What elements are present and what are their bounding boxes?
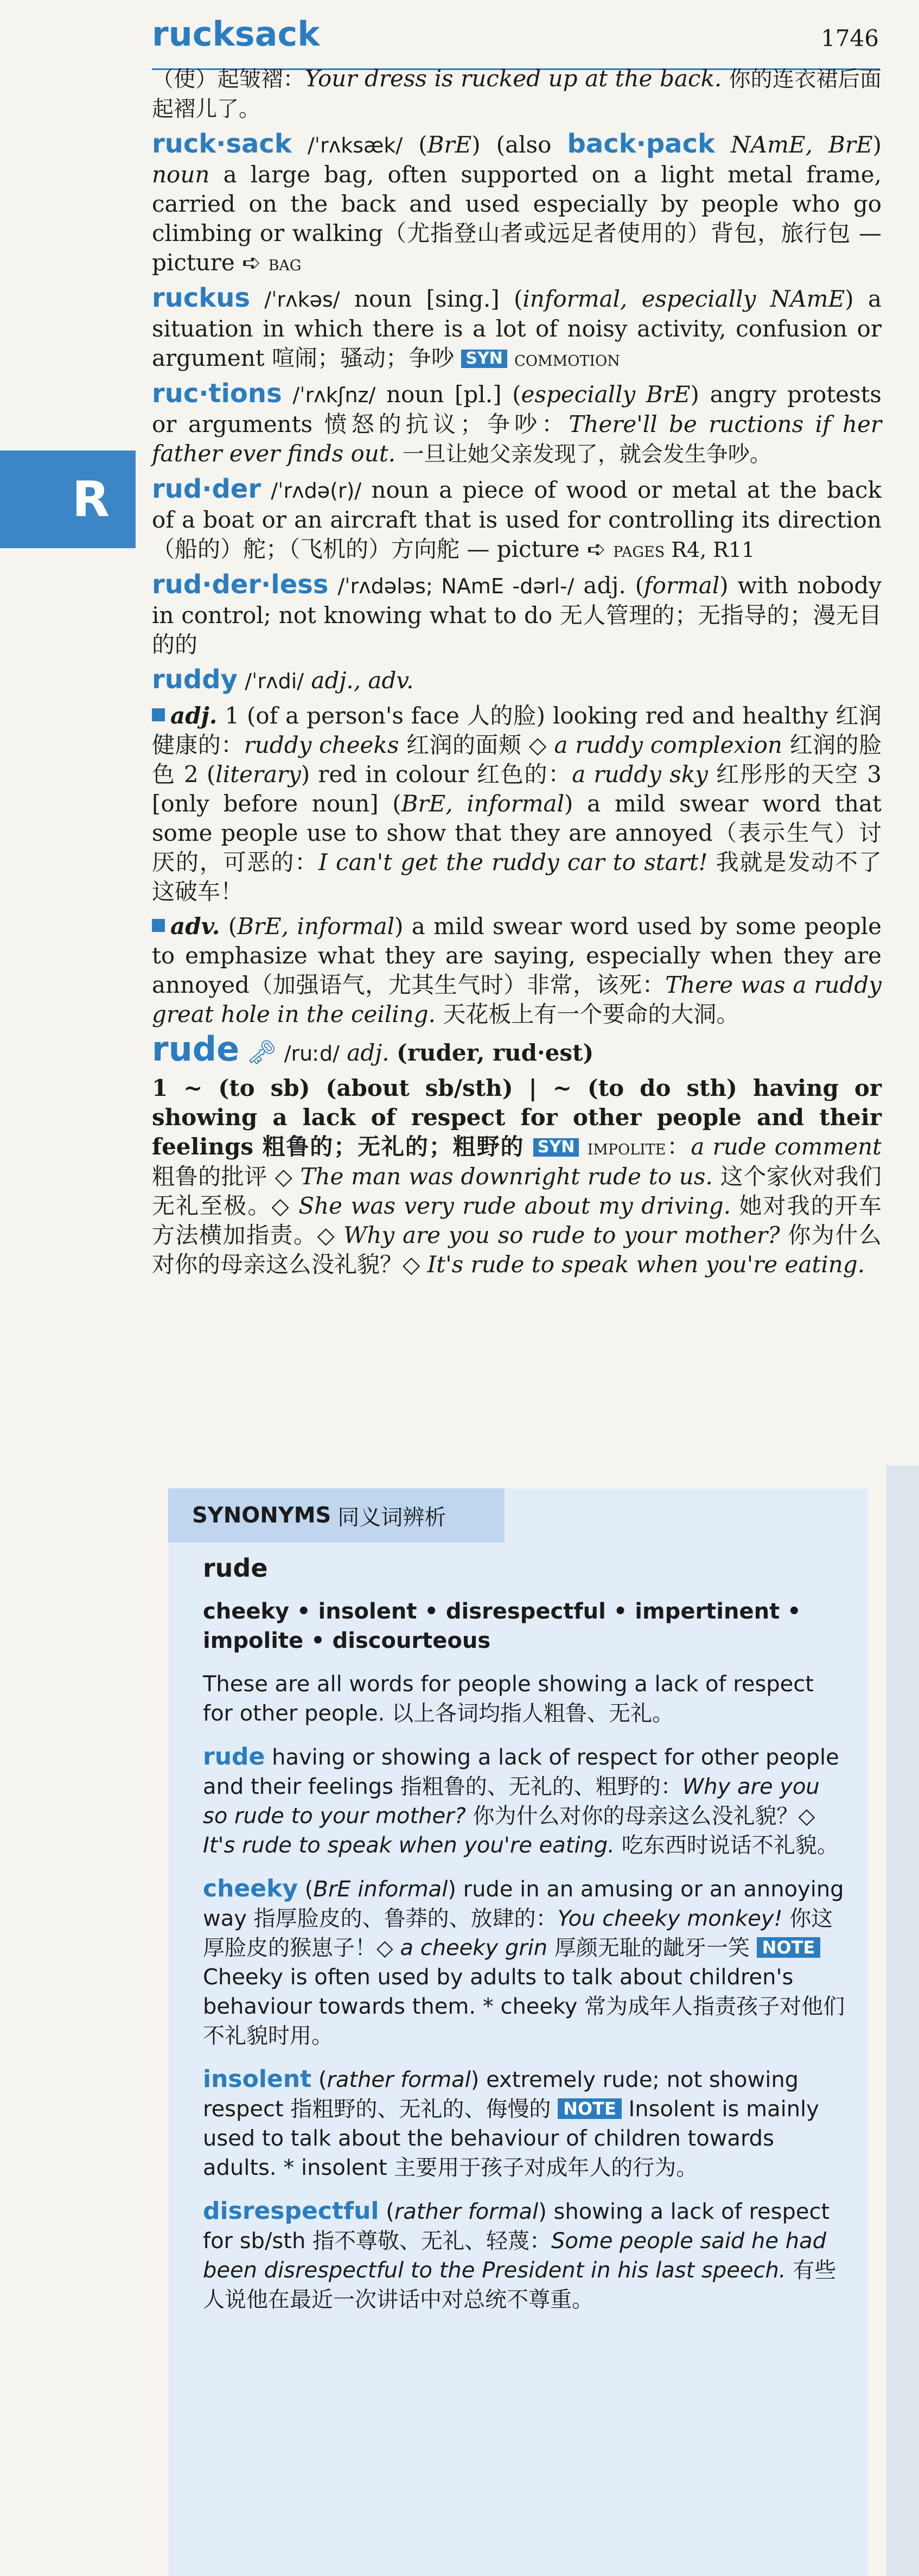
headword[interactable]: rud·der·less — [152, 569, 329, 600]
synonym-cheeky: cheeky (BrE informal) rude in an amusing or an annoying way 指厚脸皮的、鲁莽的、放肆的：You cheeky monkey! 你这厚脸皮的猴崽子！◇ a cheeky grin 厚颜无耻的龇牙一笑 NOTE Cheeky is often used by adults to talk about children's behaviour towards them. * cheeky 常为成年人指责孩子对他们不礼貌时用。 — [203, 1875, 845, 2048]
cross-reference[interactable]: bag — [268, 251, 302, 275]
letter-thumb-tab[interactable] — [0, 451, 136, 548]
syn-badge: SYN — [461, 350, 507, 368]
example: There'll be ructions if her father ever finds out. — [152, 411, 882, 467]
headword[interactable]: ruck·sack — [152, 129, 292, 159]
entry-ruddy-adj-sense: adj. 1 (of a person's face 人的脸) looking red and healthy 红润健康的：ruddy cheeks 红润的面颊 ◇ a ruddy complexion 红润的脸色 2 (literary) red in colour 红色的：a ruddy sky 红彤彤的天空 3 [only before noun] (BrE, informal) a mild swear word that some people use to show that they are annoyed（表示生气）讨厌的，可恶的：I can't get the ruddy car to start! 我就是发动不了这破车！ — [152, 702, 882, 905]
example: Your dress is rucked up at the back. — [304, 65, 722, 92]
page-number: 1746 — [821, 25, 879, 52]
pronunciation: /ˈrʌkəs/ — [264, 288, 340, 312]
entry-ruckus: ruckus /ˈrʌkəs/ noun [sing.] (informal, especially NAmE) a situation in which there is a lot of noisy activity, confusion or argument 喧闹；骚动；争吵 SYN commotion — [152, 283, 882, 371]
synonym-word[interactable]: insolent — [203, 2065, 312, 2093]
synonym-rude: rude having or showing a lack of respect for other people and their feelings 指粗鲁的、无礼的、粗野的：Why are you so rude to your mother? 你为什么对你的母亲这么没礼貌？◇ It's rude to speak when you're eating. 吃东西时说话不礼貌。 — [203, 1743, 839, 1858]
definition: ) with nobody in control; not knowing what to do 无人管理的；无指导的；漫无目的的 — [152, 572, 882, 658]
sense-bullet-icon — [152, 919, 165, 932]
inflections: (ruder, rud·est) — [397, 1039, 594, 1066]
pronunciation: /ˈrʌksæk/ — [307, 134, 403, 157]
definition: ) angry protests or arguments 愤怒的抗议；争吵： — [152, 381, 882, 437]
syn-badge: SYN — [533, 1138, 579, 1157]
synonyms-box — [168, 1488, 868, 2576]
entry-rudder — [152, 474, 882, 564]
synonyms-word-list: cheeky • insolent • disrespectful • impertinent • impolite • discourteous — [203, 1599, 801, 1653]
page-header — [152, 14, 879, 68]
entry-rucked-continuation: （使）起皱褶：Your dress is rucked up at the back. 你的连衣裙后面起褶儿了。 — [152, 65, 882, 122]
cross-reference[interactable]: commotion — [514, 347, 620, 371]
synonyms-title-zh: 同义词辨析 — [337, 1505, 446, 1530]
note-badge: NOTE — [558, 2098, 622, 2119]
pronunciation: /ˈrʌdələs; NAmE -dərl-/ — [337, 574, 575, 598]
running-head: rucksack — [152, 14, 320, 54]
page-edge-strip — [886, 1465, 919, 2576]
headword[interactable]: ruckus — [152, 283, 250, 313]
synonyms-body — [203, 1553, 848, 2328]
entry-ruddy-adv-sense: adv. (BrE, informal) a mild swear word used by some people to emphasize what they are saying, especially when they are annoyed（加强语气，尤其生气时）非常，该死：There was a ruddy great hole in the ceiling. 天花板上有一个要命的大洞。 — [152, 913, 882, 1027]
part-of-speech: adj. — [347, 1039, 390, 1066]
note-badge: NOTE — [757, 1937, 821, 1958]
cross-reference[interactable]: impolite — [587, 1135, 666, 1159]
pronunciation: /ˈrʌdə(r)/ — [271, 479, 362, 503]
key-word-icon: 🗝 — [246, 1039, 277, 1067]
synonyms-heading: rude — [203, 1553, 268, 1583]
headword[interactable]: rude — [152, 1029, 240, 1069]
synonym-word[interactable]: cheeky — [203, 1875, 298, 1902]
pronunciation: /ˈrʌkʃnz/ — [292, 383, 376, 407]
headword[interactable]: rud·der — [152, 474, 261, 504]
entry-ruddy — [152, 665, 882, 696]
thumb-letter: R — [72, 471, 110, 528]
synonym-insolent: insolent (rather formal) extremely rude; not showing respect 指粗野的、无礼的、侮慢的 NOTE Insolent is mainly used to talk about the behaviour of children towards adults. * insolent 主要用于孩子对成年人的行为。 — [203, 2065, 819, 2180]
synonym-disrespectful: disrespectful (rather formal) showing a lack of respect for sb/sth 指不尊敬、无礼、轻蔑：Some people said he had been disrespectful to the President in his last speech. 有些人说他在最近一次讲话中对总统不尊重。 — [203, 2197, 837, 2312]
entry-rude — [152, 1029, 882, 1069]
headword[interactable]: ruddy — [152, 664, 238, 695]
entry-rucksack: ruck·sack /ˈrʌksæk/ (BrE) (also back·pack NAmE, BrE) noun a large bag, often supported on a light metal frame, carried on the back and used especially by people who go climbing or walking（尤指登山者或远足者使用的）背包，旅行包 — picture ➪ bag — [152, 129, 882, 276]
sense-bullet-icon — [152, 708, 165, 721]
synonym-word[interactable]: rude — [203, 1743, 265, 1771]
definition: ) a situation in which there is a lot of noisy activity, confusion or argument 喧闹；骚动；争吵 — [152, 285, 882, 371]
synonym-word[interactable]: disrespectful — [203, 2197, 379, 2225]
synonyms-intro: These are all words for people showing a lack of respect for other people. 以上各词均指人粗鲁、无礼。 — [203, 1672, 814, 1726]
pronunciation: /ˈrʌdi/ — [245, 669, 304, 693]
entry-rude-sense-1: 1 ~ (to sb) (about sb/sth) | ~ (to do sth) having or showing a lack of respect for other people and their feelings 粗鲁的；无礼的；粗野的 SYN impolite：a rude comment 粗鲁的批评 ◇ The man was downright rude to us. 这个家伙对我们无礼至极。◇ She was very rude about my driving. 她对我的开车方法横加指责。◇ Why are you so rude to your mother? 你为什么对你的母亲这么没礼貌？◇ It's rude to speak when you're eating. — [152, 1075, 882, 1278]
definition: a large bag, often supported on a light metal frame, carried on the back and used especially by people who go climbing or walking（尤指登山者或远足者使用的）背包，旅行包 — picture ➪ — [152, 161, 882, 276]
definition: noun a piece of wood or metal at the back of a boat or an aircraft that is used for controlling its direction（船的）舵；（飞机的）方向舵 — picture ➪ — [152, 477, 882, 562]
cross-reference[interactable]: pages R4, R11 — [613, 538, 755, 562]
entry-rudderless: rud·der·less /ˈrʌdələs; NAmE -dərl-/ adj. (formal) with nobody in control; not knowing what to do 无人管理的；无指导的；漫无目的的 — [152, 569, 882, 658]
variant-headword[interactable]: back·pack — [567, 129, 715, 159]
synonyms-title: SYNONYMS — [192, 1503, 331, 1528]
headword[interactable]: ruc·tions — [152, 378, 282, 409]
entry-ructions: ruc·tions /ˈrʌkʃnz/ noun [pl.] (especially BrE) angry protests or arguments 愤怒的抗议；争吵：There'll be ructions if her father ever finds out. 一旦让她父亲发现了，就会发生争吵。 — [152, 378, 882, 467]
dictionary-column — [152, 64, 882, 1285]
synonyms-title-bar — [168, 1488, 505, 1543]
pronunciation: /ruːd/ — [284, 1042, 340, 1065]
part-of-speech: adj., adv. — [311, 667, 414, 694]
